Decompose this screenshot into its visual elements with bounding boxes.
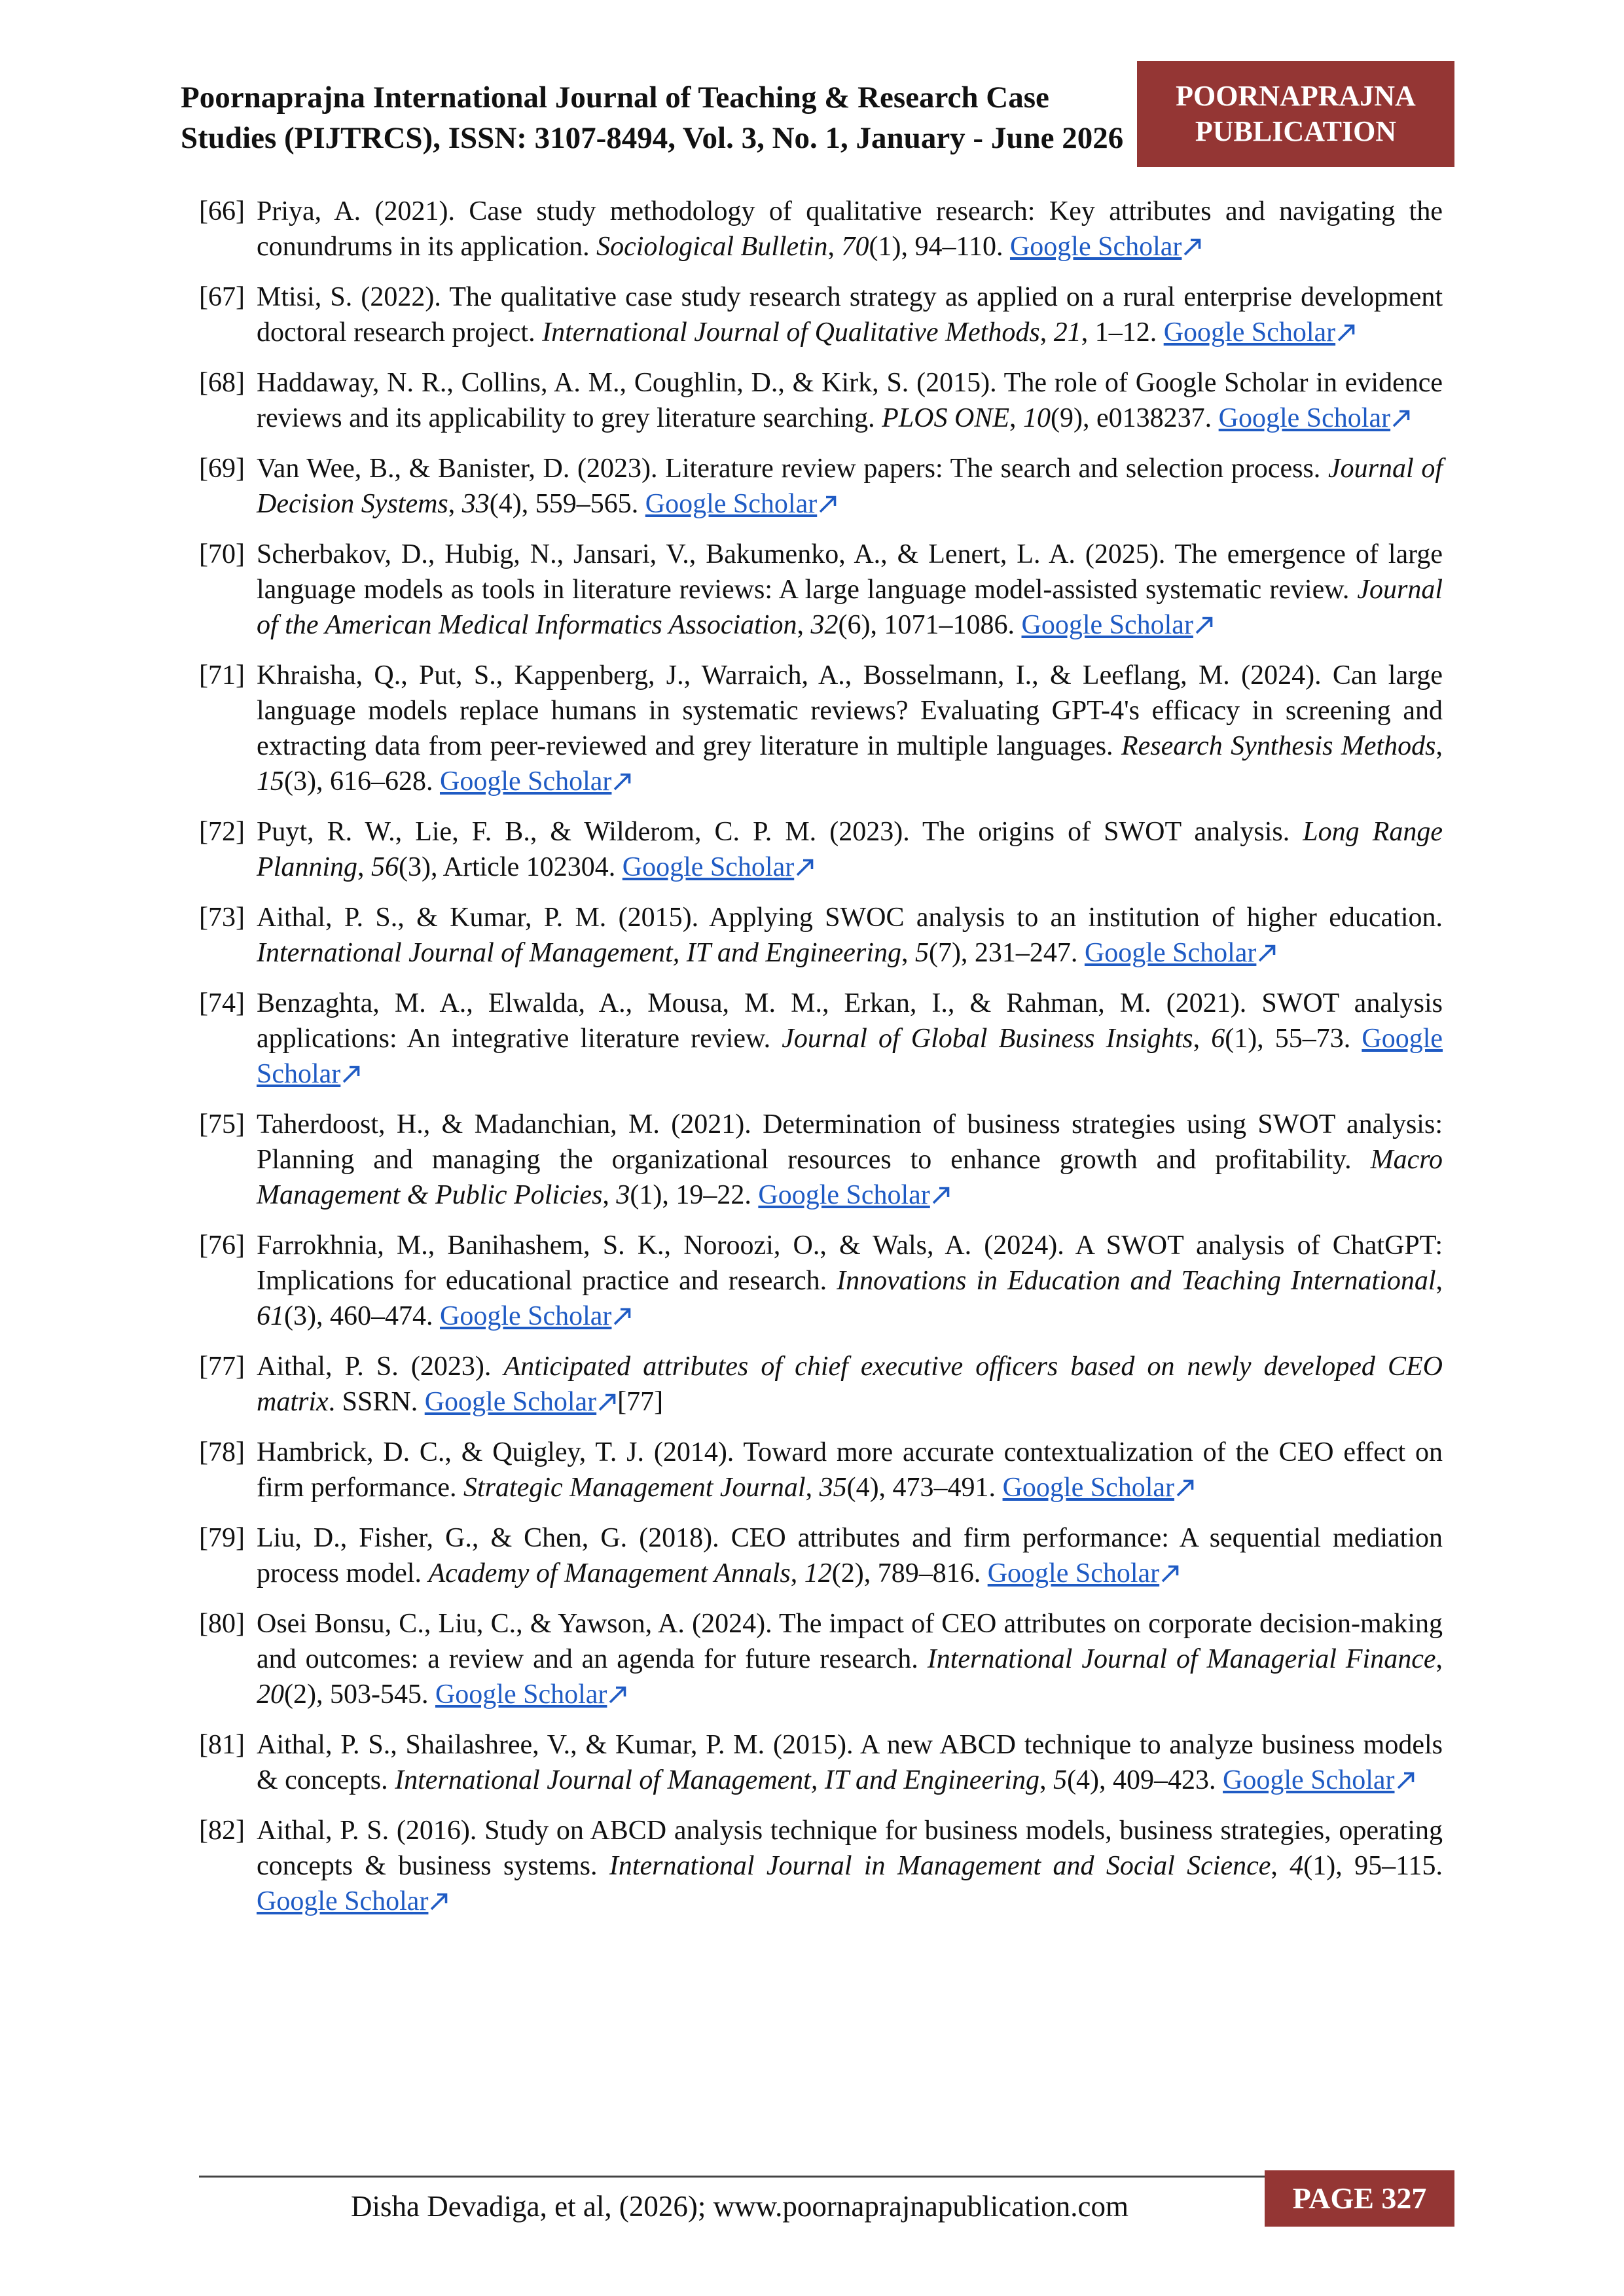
reference-journal: International Journal of Management, IT and Engineering xyxy=(395,1765,1040,1795)
reference-number: [75] xyxy=(199,1109,245,1139)
publisher-badge-line-1: POORNAPRAJNA xyxy=(1176,80,1416,112)
reference-number: [79] xyxy=(199,1523,245,1553)
footer-citation: Disha Devadiga, et al, (2026); www.poornaprajnapublication.com xyxy=(351,2190,1128,2223)
external-link-icon xyxy=(1176,1473,1195,1503)
reference-number: [78] xyxy=(199,1437,245,1467)
reference-number: [74] xyxy=(199,988,245,1018)
reference-volume: 4 xyxy=(1290,1851,1304,1881)
reference-item: [78] Hambrick, D. C., & Quigley, T. J. (2014). Toward more accurate contextualization of the CEO effect on firm performance. Strategic Management Journal, 35(4), 473–491. Google Scholar xyxy=(199,1435,1443,1505)
reference-text: Aithal, P. S. (2023). xyxy=(257,1352,492,1382)
journal-header xyxy=(181,77,1143,158)
reference-number: [66] xyxy=(199,196,245,226)
google-scholar-link[interactable] xyxy=(257,1886,449,1916)
reference-number: [72] xyxy=(199,817,245,847)
google-scholar-link[interactable] xyxy=(645,489,838,519)
reference-journal: Long Range Planning xyxy=(257,817,1443,882)
external-link-icon xyxy=(1161,1558,1180,1588)
reference-item: [66] Priya, A. (2021). Case study methodology of qualitative research: Key attributes and navigating the conundrums in its application. Sociological Bulletin, 70(1), 94–110. Google Scholar xyxy=(199,194,1443,264)
google-scholar-link[interactable] xyxy=(1164,317,1356,348)
reference-volume: 3 xyxy=(616,1180,630,1210)
reference-text: Mtisi, S. (2022). The qualitative case study research strategy as applied on a rural enterprise development doctoral research project. xyxy=(257,282,1443,348)
reference-item: [75] Taherdoost, H., & Madanchian, M. (2021). Determination of business strategies using SWOT analysis: Planning and managing the organizational resources to enhance growth and profitability. Macro Management & Public Policies, 3(1), 19–22. Google Scholar xyxy=(199,1107,1443,1213)
google-scholar-link-label: Google Scholar xyxy=(1021,610,1193,640)
google-scholar-link[interactable] xyxy=(1022,610,1214,640)
google-scholar-link-label: Google Scholar xyxy=(758,1180,930,1210)
google-scholar-link[interactable] xyxy=(440,766,632,797)
reference-pages: (9), e0138237. xyxy=(1051,403,1212,433)
reference-journal: Journal of the American Medical Informatics Association xyxy=(257,575,1443,640)
reference-item: [74] Benzaghta, M. A., Elwalda, A., Mousa, M. M., Erkan, I., & Rahman, M. (2021). SWOT analysis applications: An integrative literature review. Journal of Global Business Insights, 6(1), 55–73. Google Scholar xyxy=(199,986,1443,1092)
reference-pages: (4), 409–423. xyxy=(1067,1765,1216,1795)
publisher-badge-line-2: PUBLICATION xyxy=(1195,115,1397,147)
reference-pages: (1), 95–115. xyxy=(1303,1851,1443,1881)
external-link-icon xyxy=(1396,1765,1416,1795)
google-scholar-link[interactable] xyxy=(623,852,815,882)
reference-volume: 5 xyxy=(1053,1765,1068,1795)
reference-text: Puyt, R. W., Lie, F. B., & Wilderom, C. P. M. (2023). The origins of SWOT analysis. xyxy=(257,817,1290,847)
reference-journal: Strategic Management Journal xyxy=(463,1473,806,1503)
google-scholar-link[interactable] xyxy=(1003,1473,1195,1503)
google-scholar-link-label: Google Scholar xyxy=(257,1024,1443,1089)
external-link-icon xyxy=(1337,317,1356,348)
reference-pages: (2), 789–816. xyxy=(831,1558,981,1588)
reference-journal: International Journal in Management and Social Science xyxy=(609,1851,1271,1881)
google-scholar-link-label: Google Scholar xyxy=(1009,232,1182,262)
external-link-icon xyxy=(1257,938,1277,968)
external-link-icon xyxy=(795,852,815,882)
reference-item: [73] Aithal, P. S., & Kumar, P. M. (2015). Applying SWOC analysis to an institution of higher education. International Journal of Management, IT and Engineering, 5(7), 231–247. Google Scholar xyxy=(199,900,1443,971)
reference-pages: (3), 616–628. xyxy=(284,766,433,797)
google-scholar-link-label: Google Scholar xyxy=(1002,1473,1175,1503)
google-scholar-link[interactable] xyxy=(435,1679,628,1710)
google-scholar-link[interactable] xyxy=(1219,403,1411,433)
reference-number: [71] xyxy=(199,660,245,691)
reference-item: [69] Van Wee, B., & Banister, D. (2023). Literature review papers: The search and selection process. Journal of Decision Systems, 33(4), 559–565. Google Scholar xyxy=(199,451,1443,522)
reference-number: [76] xyxy=(199,1230,245,1261)
reference-item: [81] Aithal, P. S., Shailashree, V., & Kumar, P. M. (2015). A new ABCD technique to analyze business models & concepts. International Journal of Management, IT and Engineering, 5(4), 409–423. Google Scholar xyxy=(199,1727,1443,1798)
google-scholar-link-label: Google Scholar xyxy=(987,1558,1160,1588)
reference-suffix: [77] xyxy=(617,1387,664,1417)
reference-item: [71] Khraisha, Q., Put, S., Kappenberg, J., Warraich, A., Bosselmann, I., & Leeflang, M. (2024). Can large language models replace humans in systematic reviews? Evaluating GPT-4's efficacy in screening and extracting data from peer-reviewed and grey literature in multiple languages. Research Synthesis Methods, 15(3), 616–628. Google Scholar xyxy=(199,658,1443,799)
reference-item: [82] Aithal, P. S. (2016). Study on ABCD analysis technique for business models, business strategies, operating concepts & business systems. International Journal in Management and Social Science, 4(1), 95–115. Google Scholar xyxy=(199,1813,1443,1919)
google-scholar-link[interactable] xyxy=(1085,938,1277,968)
reference-volume: 20 xyxy=(257,1679,284,1710)
reference-text: Scherbakov, D., Hubig, N., Jansari, V., Bakumenko, A., & Lenert, L. A. (2025). The emergence of large language models as tools in literature reviews: A large language model-assisted systematic review. xyxy=(257,539,1443,605)
reference-text: Aithal, P. S., & Kumar, P. M. (2015). Applying SWOC analysis to an institution of higher education. xyxy=(257,903,1443,933)
external-link-icon xyxy=(342,1059,361,1089)
external-link-icon xyxy=(613,766,632,797)
reference-volume: 15 xyxy=(257,766,284,797)
google-scholar-link[interactable] xyxy=(988,1558,1180,1588)
google-scholar-link[interactable] xyxy=(1223,1765,1415,1795)
page-number-badge: PAGE 327 xyxy=(1265,2170,1454,2227)
reference-number: [77] xyxy=(199,1352,245,1382)
reference-journal: Sociological Bulletin xyxy=(596,232,828,262)
reference-item: [80] Osei Bonsu, C., Liu, C., & Yawson, A. (2024). The impact of CEO attributes on corporate decision-making and outcomes: a review and an agenda for future research. International Journal of Managerial Finance, 20(2), 503-545. Google Scholar xyxy=(199,1606,1443,1712)
reference-text: Priya, A. (2021). Case study methodology of qualitative research: Key attributes and navigating the conundrums in its application. xyxy=(257,196,1443,262)
google-scholar-link-label: Google Scholar xyxy=(1223,1765,1395,1795)
external-link-icon xyxy=(931,1180,951,1210)
reference-text: Osei Bonsu, C., Liu, C., & Yawson, A. (2024). The impact of CEO attributes on corporate decision-making and outcomes: a review and an agenda for future research. xyxy=(257,1609,1443,1674)
reference-text: Van Wee, B., & Banister, D. (2023). Literature review papers: The search and selection process. xyxy=(257,454,1321,484)
reference-journal: Macro Management & Public Policies xyxy=(257,1145,1443,1210)
external-link-icon xyxy=(1183,232,1202,262)
reference-item: [79] Liu, D., Fisher, G., & Chen, G. (2018). CEO attributes and firm performance: A sequential mediation process model. Academy of Management Annals, 12(2), 789–816. Google Scholar xyxy=(199,1520,1443,1591)
external-link-icon xyxy=(608,1679,628,1710)
reference-volume: 21 xyxy=(1053,317,1081,348)
google-scholar-link-label: Google Scholar xyxy=(1163,317,1336,348)
reference-item: [70] Scherbakov, D., Hubig, N., Jansari, V., Bakumenko, A., & Lenert, L. A. (2025). The emergence of large language models as tools in literature reviews: A large language model-assisted systematic review. Journal of the American Medical Informatics Association, 32(6), 1071–1086. Google Scholar xyxy=(199,537,1443,643)
reference-number: [67] xyxy=(199,282,245,312)
journal-header-line-2: Studies (PIJTRCS), ISSN: 3107-8494, Vol. 3, No. 1, January - June 2026 xyxy=(181,121,1124,155)
reference-item: [68] Haddaway, N. R., Collins, A. M., Coughlin, D., & Kirk, S. (2015). The role of Google Scholar in evidence reviews and its applicability to grey literature searching. PLOS ONE, 10(9), e0138237. Google Scholar xyxy=(199,365,1443,436)
external-link-icon xyxy=(1195,610,1214,640)
external-link-icon xyxy=(613,1301,632,1331)
google-scholar-link[interactable] xyxy=(440,1301,632,1331)
reference-journal: International Journal of Management, IT and Engineering xyxy=(257,938,901,968)
reference-text: Khraisha, Q., Put, S., Kappenberg, J., Warraich, A., Bosselmann, I., & Leeflang, M. (2024). Can large language models replace humans in systematic reviews? Evaluating GPT-4's efficacy in screening and extracting data from peer-reviewed and grey literature in multiple languages. xyxy=(257,660,1443,761)
reference-text: Aithal, P. S., Shailashree, V., & Kumar, P. M. (2015). A new ABCD technique to analyze business models & concepts. xyxy=(257,1730,1443,1795)
reference-list xyxy=(199,194,1443,1934)
reference-journal: Academy of Management Annals xyxy=(428,1558,791,1588)
reference-pages: (1), 94–110. xyxy=(869,232,1003,262)
reference-volume: 33 xyxy=(461,489,490,519)
reference-text: Haddaway, N. R., Collins, A. M., Coughlin, D., & Kirk, S. (2015). The role of Google Scholar in evidence reviews and its applicability to grey literature searching. xyxy=(257,368,1443,433)
reference-text: Benzaghta, M. A., Elwalda, A., Mousa, M. M., Erkan, I., & Rahman, M. (2021). SWOT analysis applications: An integrative literature review. xyxy=(257,988,1443,1054)
reference-pages: (6), 1071–1086. xyxy=(838,610,1015,640)
google-scholar-link-label: Google Scholar xyxy=(257,1886,429,1916)
google-scholar-link-label: Google Scholar xyxy=(1084,938,1257,968)
reference-pages: (7), 231–247. xyxy=(928,938,1078,968)
reference-journal: Journal of Decision Systems xyxy=(257,454,1443,519)
reference-pages: (1), 19–22. xyxy=(630,1180,751,1210)
google-scholar-link[interactable] xyxy=(758,1180,950,1210)
google-scholar-link-label: Google Scholar xyxy=(439,1301,612,1331)
reference-volume: 32 xyxy=(810,610,839,640)
reference-text: Farrokhnia, M., Banihashem, S. K., Noroozi, O., & Wals, A. (2024). A SWOT analysis of ChatGPT: Implications for educational practice and research. xyxy=(257,1230,1443,1296)
reference-pages: (1), 55–73. xyxy=(1225,1024,1351,1054)
reference-text: Taherdoost, H., & Madanchian, M. (2021). Determination of business strategies using SWOT analysis: Planning and managing the organizational resources to enhance growth and profitability. xyxy=(257,1109,1443,1175)
reference-volume: 5 xyxy=(914,938,929,968)
google-scholar-link-label: Google Scholar xyxy=(424,1387,597,1417)
reference-volume: 56 xyxy=(371,852,399,882)
reference-pages: (3), 460–474. xyxy=(284,1301,433,1331)
reference-volume: 70 xyxy=(841,232,869,262)
reference-number: [82] xyxy=(199,1816,245,1846)
reference-journal: PLOS ONE xyxy=(882,403,1010,433)
reference-text: Hambrick, D. C., & Quigley, T. J. (2014). Toward more accurate contextualization of the CEO effect on firm performance. xyxy=(257,1437,1443,1503)
reference-item: [76] Farrokhnia, M., Banihashem, S. K., Noroozi, O., & Wals, A. (2024). A SWOT analysis of ChatGPT: Implications for educational practice and research. Innovations in Education and Teaching International, 61(3), 460–474. Google Scholar xyxy=(199,1228,1443,1334)
reference-number: [69] xyxy=(199,454,245,484)
google-scholar-link-label: Google Scholar xyxy=(439,766,612,797)
reference-text: Liu, D., Fisher, G., & Chen, G. (2018). CEO attributes and firm performance: A sequential mediation process model. xyxy=(257,1523,1443,1588)
reference-text: Aithal, P. S. (2016). Study on ABCD analysis technique for business models, business strategies, operating concepts & business systems. xyxy=(257,1816,1443,1881)
reference-journal: Journal of Global Business Insights xyxy=(782,1024,1193,1054)
external-link-icon xyxy=(818,489,838,519)
reference-journal: International Journal of Managerial Finance xyxy=(927,1644,1436,1674)
google-scholar-link-label: Google Scholar xyxy=(622,852,795,882)
reference-item xyxy=(199,1349,1443,1420)
reference-volume: 12 xyxy=(804,1558,832,1588)
reference-journal: Anticipated attributes of chief executive officers based on newly developed CEO matrix xyxy=(257,1352,1443,1417)
reference-number: [80] xyxy=(199,1609,245,1639)
reference-item: [67] Mtisi, S. (2022). The qualitative case study research strategy as applied on a rural enterprise development doctoral research project. International Journal of Qualitative Methods, 21, 1–12. Google Scholar xyxy=(199,279,1443,350)
reference-number: [70] xyxy=(199,539,245,569)
google-scholar-link-label: Google Scholar xyxy=(645,489,818,519)
reference-pages: (3), Article 102304. xyxy=(399,852,616,882)
reference-number: [73] xyxy=(199,903,245,933)
reference-pages: (2), 503-545. xyxy=(284,1679,429,1710)
reference-pages: , 1–12. xyxy=(1081,317,1157,348)
publisher-badge xyxy=(1137,61,1454,167)
google-scholar-link[interactable] xyxy=(425,1387,617,1417)
external-link-icon xyxy=(429,1886,449,1916)
external-link-icon xyxy=(1392,403,1411,433)
reference-pages: . SSRN. xyxy=(328,1387,418,1417)
journal-header-line-1: Poornaprajna International Journal of Teaching & Research Case xyxy=(181,81,1049,115)
reference-volume: 61 xyxy=(257,1301,284,1331)
reference-journal: Innovations in Education and Teaching International xyxy=(837,1266,1436,1296)
google-scholar-link-label: Google Scholar xyxy=(435,1679,607,1710)
reference-pages: (4), 559–565. xyxy=(489,489,639,519)
reference-number: [81] xyxy=(199,1730,245,1760)
reference-number: [68] xyxy=(199,368,245,398)
reference-volume: 10 xyxy=(1023,403,1051,433)
reference-volume: 35 xyxy=(819,1473,847,1503)
google-scholar-link[interactable] xyxy=(1010,232,1202,262)
reference-volume: 6 xyxy=(1211,1024,1225,1054)
reference-pages: (4), 473–491. xyxy=(846,1473,996,1503)
reference-journal: International Journal of Qualitative Methods xyxy=(542,317,1040,348)
google-scholar-link-label: Google Scholar xyxy=(1218,403,1391,433)
reference-journal: Research Synthesis Methods xyxy=(1121,731,1436,761)
external-link-icon xyxy=(598,1387,617,1417)
reference-item: [72] Puyt, R. W., Lie, F. B., & Wilderom, C. P. M. (2023). The origins of SWOT analysis. Long Range Planning, 56(3), Article 102304. Google Scholar xyxy=(199,814,1443,885)
